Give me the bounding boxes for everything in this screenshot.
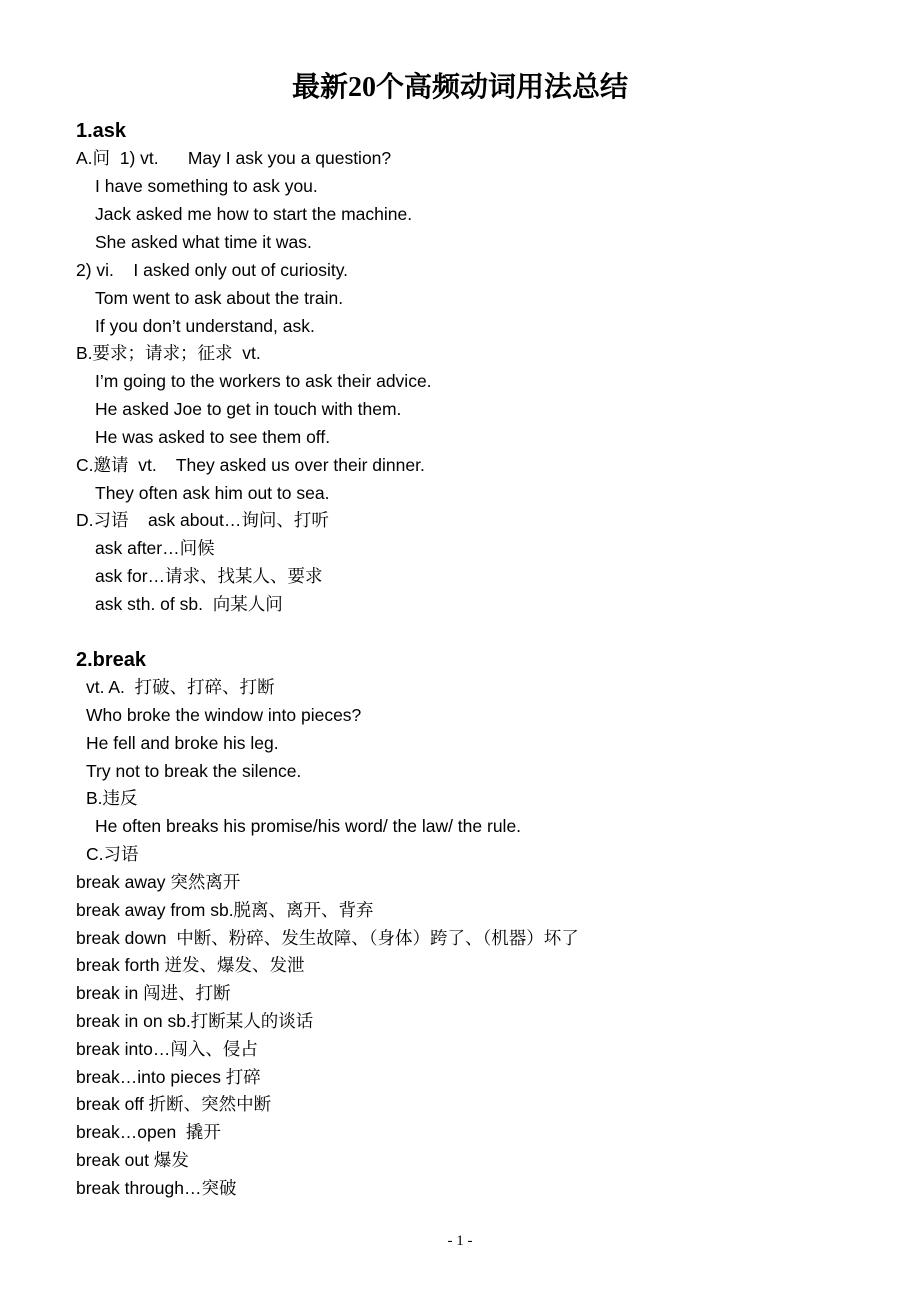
text-line: break forth 迸发、爆发、发泄 (76, 955, 305, 975)
text-line: She asked what time it was. (95, 232, 312, 252)
text-line: break out 爆发 (76, 1150, 189, 1170)
text-line: break…into pieces 打碎 (76, 1067, 261, 1087)
text-line: break away from sb.脱离、离开、背弃 (76, 900, 374, 920)
text-line: They often ask him out to sea. (95, 483, 330, 503)
text-line: He often breaks his promise/his word/ the law/ the rule. (95, 816, 522, 836)
text-line: D.习语 ask about…询问、打听 (76, 510, 329, 530)
text-line: Jack asked me how to start the machine. (95, 204, 413, 224)
text-line: I have something to ask you. (95, 176, 318, 196)
text-line: He asked Joe to get in touch with them. (95, 399, 402, 419)
text-line: He fell and broke his leg. (86, 733, 279, 753)
text-line: break through…突破 (76, 1178, 237, 1198)
section-heading-break: 2.break (76, 649, 147, 671)
text-line: 2) vi. I asked only out of curiosity. (76, 260, 349, 280)
text-line: Try not to break the silence. (86, 761, 302, 781)
text-line: If you don’t understand, ask. (95, 316, 315, 336)
text-line: break in 闯进、打断 (76, 983, 231, 1003)
text-line: break down 中断、粉碎、发生故障、（身体）跨了、（机器）坏了 (76, 928, 579, 948)
text-line: break…open 撬开 (76, 1122, 221, 1142)
section-heading-ask: 1.ask (76, 120, 127, 142)
page-title: 最新20个高频动词用法总结 (291, 72, 628, 103)
text-line: break into…闯入、侵占 (76, 1039, 258, 1059)
text-line: C.邀请 vt. They asked us over their dinner. (76, 455, 425, 475)
text-line: A.问 1) vt. May I ask you a question? (76, 148, 392, 168)
text-line: vt. A. 打破、打碎、打断 (86, 677, 275, 697)
text-line: C.习语 (86, 844, 139, 864)
text-line: break in on sb.打断某人的谈话 (76, 1011, 314, 1031)
text-line: I’m going to the workers to ask their advice. (95, 371, 432, 391)
text-line: Who broke the window into pieces? (86, 705, 362, 725)
text-line: B.要求；请求；征求 vt. (76, 343, 261, 363)
text-line: break away 突然离开 (76, 872, 241, 892)
text-line: ask for…请求、找某人、要求 (95, 566, 323, 586)
text-line: Tom went to ask about the train. (95, 288, 344, 308)
text-line: ask after…问候 (95, 538, 215, 558)
text-line: He was asked to see them off. (95, 427, 331, 447)
text-line: B.违反 (86, 788, 138, 808)
text-line: ask sth. of sb. 向某人问 (95, 594, 283, 614)
text-line: break off 折断、突然中断 (76, 1094, 272, 1114)
page-number: - 1 - (447, 1233, 473, 1249)
